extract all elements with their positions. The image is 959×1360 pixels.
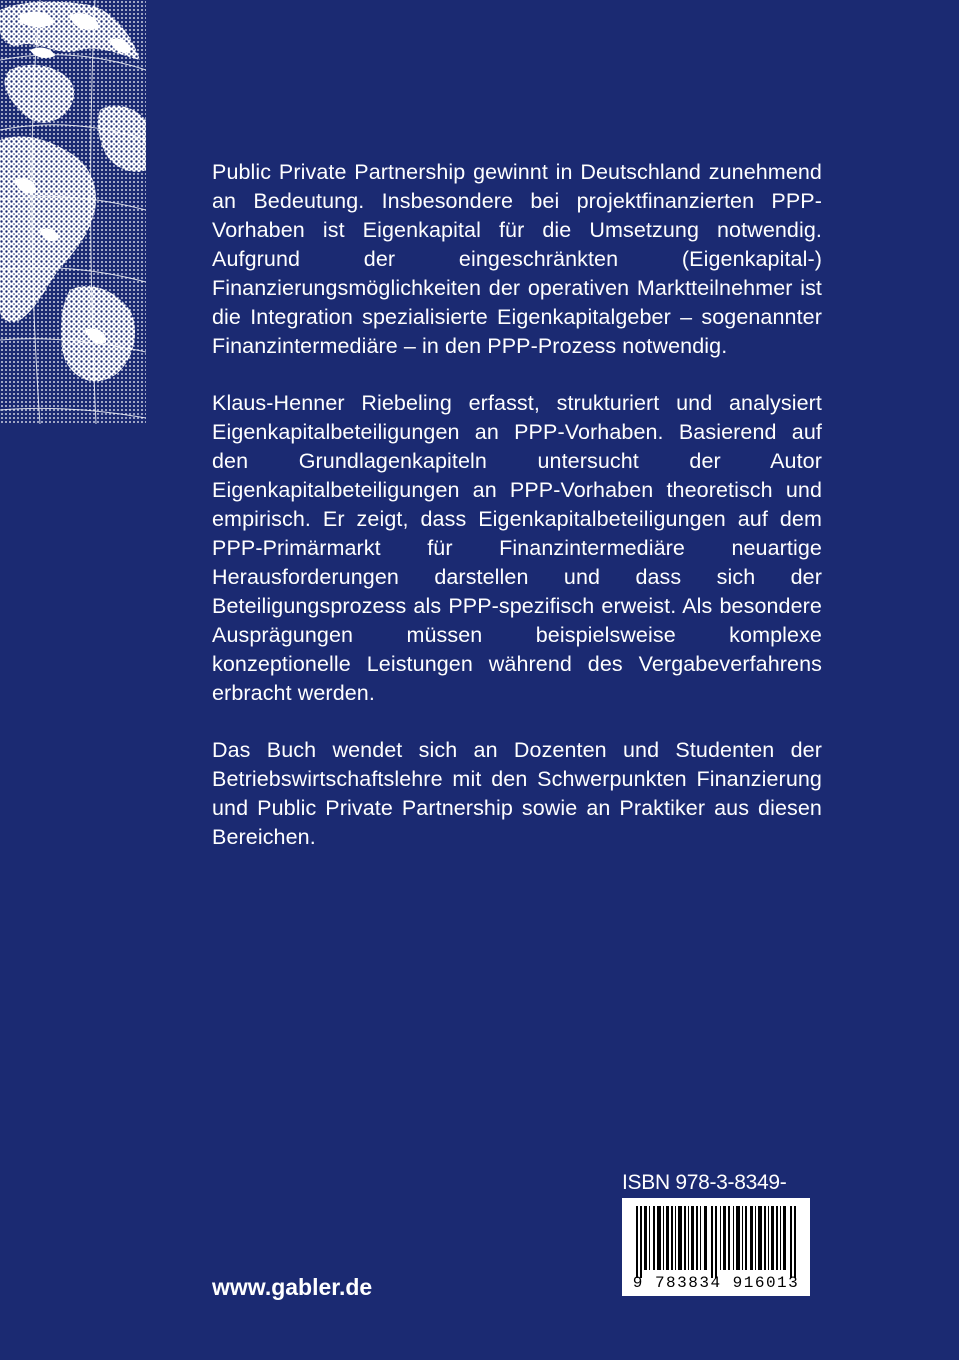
back-cover-blurb [212, 158, 822, 880]
publisher-url: www.gabler.de [212, 1274, 373, 1300]
globe-image [0, 0, 146, 424]
blurb-paragraph-author: Klaus-Henner Riebeling erfasst, strukturiert und analysiert Eigenkapitalbeteiligungen an PPP-Vorhaben. Basierend auf den Grundlagenkapiteln untersucht der Autor Eigenkapitalbeteiligungen an PPP-Vorhaben theoretisch und empirisch. Er zeigt, dass Eigenkapitalbeteiligungen auf dem PPP-Primärmarkt für Finanzintermediäre neuartige Herausforderungen darstellen und dass sich der Beteiligungsprozess als PPP-spezifisch erweist. Als besondere Ausprägungen müssen beispielsweise komplexe konzeptionelle Leistungen während des Vergabeverfahrens erbracht werden. [212, 391, 822, 705]
isbn-barcode [622, 1198, 810, 1296]
blurb-paragraph-audience: Das Buch wendet sich an Dozenten und Studenten der Betriebswirtschaftslehre mit den Schwerpunkten Finanzierung und Public Private Partnership sowie an Praktiker aus diesen Bereichen. [212, 738, 822, 849]
globe-icon [0, 0, 146, 424]
blurb-paragraph-intro: Public Private Partnership gewinnt in Deutschland zunehmend an Bedeutung. Insbesondere bei projektfinanzierten PPP-Vorhaben ist Eigenkapital für die Umsetzung notwendig. Aufgrund der eingeschränkten (Eigenkapital-) Finanzierungsmöglichkeiten der operativen Marktteilnehmer ist die Integration spezialisierte Eigenkapitalgeber – sogenannter Finanzintermediäre – in den PPP-Prozess notwendig. [212, 160, 822, 358]
isbn-label: ISBN 978-3-8349- [622, 1171, 787, 1194]
barcode-digits: 9 783834 916013 [632, 1274, 800, 1292]
